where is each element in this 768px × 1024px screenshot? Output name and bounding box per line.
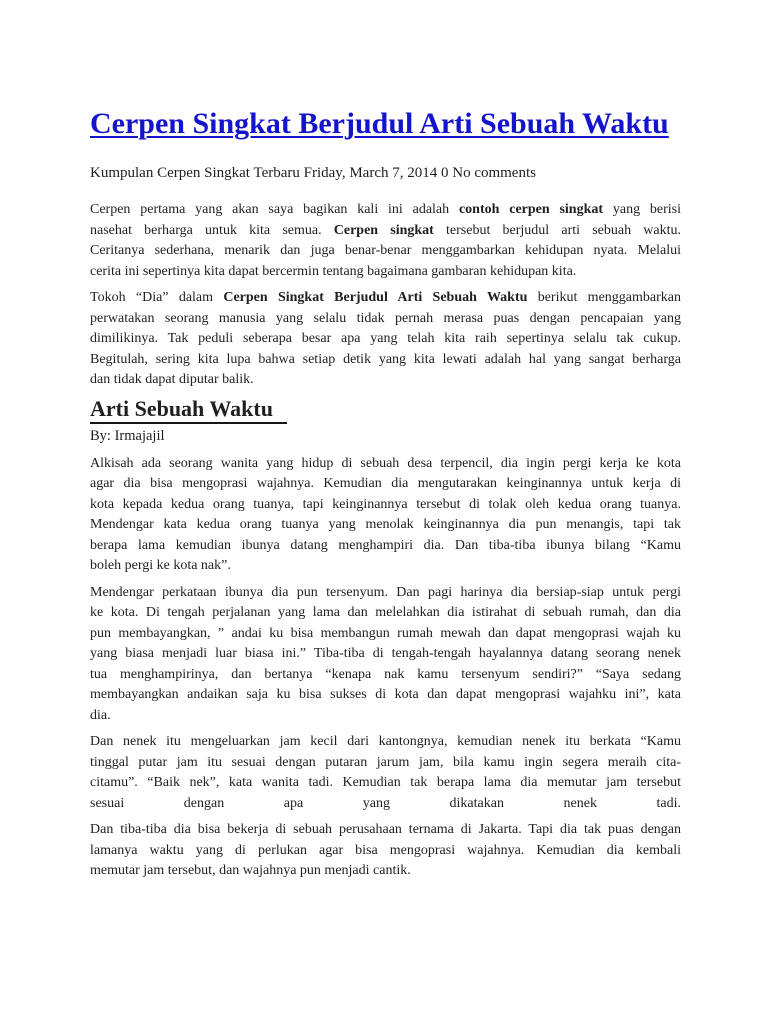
paragraph-line: citamu”. “Baik nek”, kata wanita tadi. Kemudian tak berapa lama dia memutar jam tersebut bbox=[90, 775, 681, 790]
paragraph bbox=[90, 820, 681, 882]
paragraph-line: Ceritanya sederhana, menarik dan juga benar-benar menggambarkan kehidupan nyata. Melalui bbox=[90, 243, 681, 258]
paragraph bbox=[90, 454, 681, 577]
paragraph bbox=[90, 200, 681, 282]
paragraph-line: sesuai dengan apa yang dikatakan nenek tadi. bbox=[90, 795, 681, 811]
paragraph-line: Mendengar kata kedua orang tuanya yang menolak keinginannya dia pun menangis, tapi tak bbox=[90, 517, 681, 532]
paragraph-line: cerita ini sepertinya kita dapat bercermin tentang bagaimana gambaran kehidupan kita. bbox=[90, 263, 577, 279]
paragraph bbox=[90, 288, 681, 391]
paragraph-line: tua menghampirinya, dan bertanya “kenapa nak kamu tersenyum sendiri?” “Saya sedang bbox=[90, 666, 681, 682]
story-byline: By: Irmajajil bbox=[90, 427, 165, 444]
paragraph-line: Alkisah ada seorang wanita yang hidup di sebuah desa terpencil, dia ingin pergi kerja ke kota bbox=[90, 455, 681, 471]
paragraph-line: dan tidak dapat diputar balik. bbox=[90, 372, 254, 387]
paragraph bbox=[90, 583, 681, 727]
paragraph-line: kota kepada kedua orang tuanya, tapi keinginannya tersebut di tolak oleh kedua orang tuanya. bbox=[90, 496, 681, 512]
paragraph-line: Dan nenek itu mengeluarkan jam kecil dari kantongnya, kemudian nenek itu berkata “Kamu bbox=[90, 734, 681, 749]
paragraph-line: Cerpen pertama yang akan saya bagikan kali ini adalah contoh cerpen singkat yang berisi bbox=[90, 202, 681, 217]
paragraph-line: agar dia bisa mengoprasi wajahnya. Kemudian dia mengutarakan keinginannya untuk kerja di bbox=[90, 476, 681, 491]
paragraph-line: nasehat berharga untuk kita semua. Cerpen singkat tersebut berjudul arti sebuah waktu. bbox=[90, 222, 682, 238]
paragraph-line: pun membayangkan, ” andai ku bisa membangun rumah mewah dan dapat mengoprasi wajah ku bbox=[90, 625, 681, 641]
post-meta-comments-count: 0 No comments bbox=[440, 165, 536, 181]
paragraph-line: perwatakan seorang manusia yang selalu tidak pernah merasa puas dengan pencapaian yang bbox=[90, 310, 681, 326]
paragraph-line: Begitulah, sering kita lupa bahwa setiap detik yang kita lewati adalah hal yang sangat berharga bbox=[90, 351, 681, 367]
paragraph-line: dimilikinya. Tak peduli seberapa besar apa yang telah kita raih sepertinya selalu tak cukup. bbox=[90, 331, 681, 346]
paragraph-line: dia. bbox=[90, 707, 111, 723]
story-body bbox=[90, 200, 681, 882]
paragraph-line: boleh pergi ke kota nak”. bbox=[90, 558, 231, 573]
paragraph-line: membayangkan andaikan saja ku bisa sukses di kota dan dapat mengoprasi wajahku ini”, kata bbox=[90, 687, 681, 702]
story-heading bbox=[90, 397, 681, 424]
paragraph-line: tinggal putar jam itu sesuai dengan putaran jarum jam, bila kamu ingin segera meraih cita- bbox=[90, 754, 681, 770]
paragraph bbox=[90, 732, 681, 814]
story-paragraphs bbox=[90, 454, 681, 882]
paragraph-line: Dan tiba-tiba dia bisa bekerja di sebuah perusahaan ternama di Jakarta. Tapi dia tak puas dengan bbox=[90, 822, 681, 837]
post-meta-blog-name: Kumpulan Cerpen Singkat Terbaru bbox=[90, 165, 300, 181]
paragraph-line: lamanya waktu yang di perlukan agar bisa mengoprasi wajahnya. Kemudian dia kembali bbox=[90, 842, 681, 858]
paragraph-line: Tokoh “Dia” dalam Cerpen Singkat Berjudul Arti Sebuah Waktu berikut menggambarkan bbox=[90, 290, 681, 305]
post-meta bbox=[90, 164, 681, 183]
story-heading-text: Arti Sebuah Waktu bbox=[90, 397, 287, 424]
paragraph-line: memutar jam tersebut, dan wajahnya pun menjadi cantik. bbox=[90, 863, 411, 878]
paragraph-line: ke kota. Di tengah perjalanan yang lama dan melelahkan dia istirahat di sebuah rumah, dan dia bbox=[90, 605, 681, 620]
paragraph-line: berapa lama kemudian ibunya datang menghampiri dia. Dan tiba-tiba ibunya bilang “Kamu bbox=[90, 537, 681, 553]
post-title-link[interactable]: Cerpen Singkat Berjudul Arti Sebuah Waktu bbox=[90, 107, 669, 140]
paragraph-line: yang biasa menjadi luar biasa ini.” Tiba-tiba di tengah-tengah hayalannya datang seorang nenek bbox=[90, 646, 681, 661]
intro-paragraphs bbox=[90, 200, 681, 391]
paragraph-line: Mendengar perkataan ibunya dia pun tersenyum. Dan pagi harinya dia bersiap-siap untuk pergi bbox=[90, 584, 681, 600]
post-meta-date: Friday, March 7, 2014 bbox=[303, 165, 438, 181]
